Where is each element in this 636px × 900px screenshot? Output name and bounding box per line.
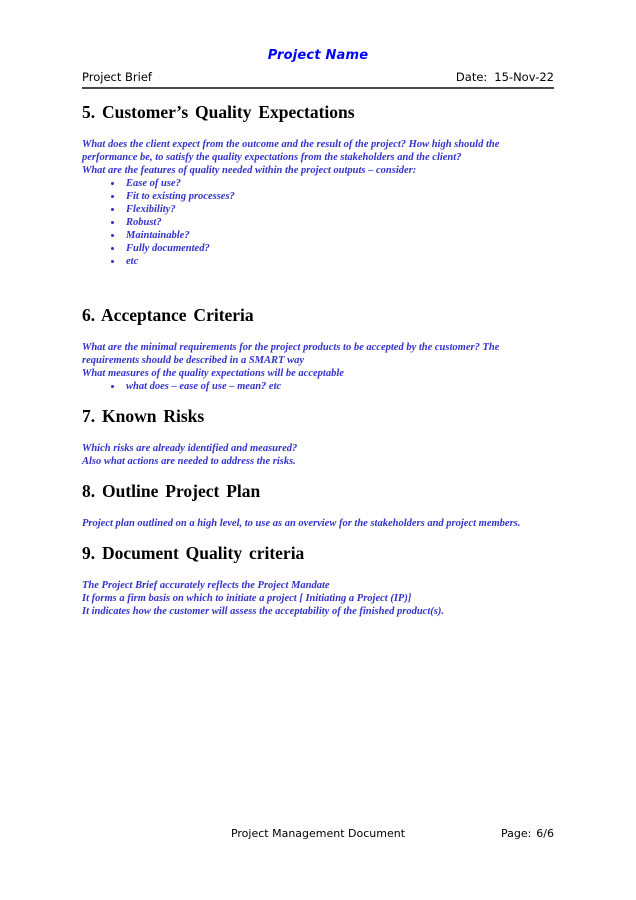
section-guidance <box>82 442 554 468</box>
section-customers-quality-expectations <box>82 102 554 268</box>
date-value: 15-Nov-22 <box>494 70 554 84</box>
section-document-quality-criteria <box>82 543 554 618</box>
page-label: Page: <box>500 827 532 840</box>
guidance-paragraph: What are the minimal requirements for the project products to be accepted by the customer? The requirements should be described in a SMART way <box>82 342 500 366</box>
guidance-paragraph: What are the features of quality needed within the project outputs – consider: <box>82 165 417 176</box>
bullet-item: • Fit to existing processes? <box>123 190 554 203</box>
section-heading: 8. Outline Project Plan <box>82 481 261 501</box>
section-acceptance-criteria <box>82 305 554 393</box>
doc-type-label: Project Brief <box>82 70 152 84</box>
guidance-paragraph: What does the client expect from the outcome and the result of the project? How high should the performance be, to satisfy the quality expectations from the stakeholders and the client? <box>82 139 500 163</box>
section-heading: 9. Document Quality criteria <box>82 543 305 563</box>
section-known-risks <box>82 406 554 468</box>
bullet-item: • Ease of use? <box>123 177 554 190</box>
bullet-item: • what does – ease of use – mean? etc <box>123 380 554 393</box>
bullet-item: • etc <box>123 255 554 268</box>
section-guidance <box>82 138 554 268</box>
section-guidance <box>82 517 554 530</box>
date <box>456 70 554 84</box>
section-heading: 7. Known Risks <box>82 406 205 426</box>
page-value: 6/6 <box>536 827 554 840</box>
section-guidance <box>82 341 554 393</box>
guidance-paragraph: It indicates how the customer will assess the acceptability of the finished product(s). <box>82 606 444 617</box>
guidance-bullet-list <box>82 177 554 268</box>
guidance-bullet-list <box>82 380 554 393</box>
section-guidance <box>82 579 554 618</box>
bullet-item: • Flexibility? <box>123 203 554 216</box>
page-footer <box>82 827 554 840</box>
bullet-item: • Robust? <box>123 216 554 229</box>
guidance-paragraph: Also what actions are needed to address the risks. <box>82 456 296 467</box>
bullet-item: • Maintainable? <box>123 229 554 242</box>
page-number <box>501 827 554 840</box>
section-heading: 6. Acceptance Criteria <box>82 305 254 325</box>
page-header <box>82 70 554 84</box>
guidance-paragraph: Project plan outlined on a high level, to use as an overview for the stakeholders and project members. <box>82 518 521 529</box>
section-heading: 5. Customer’s Quality Expectations <box>82 102 355 122</box>
section-outline-project-plan <box>82 481 554 530</box>
header-rule <box>82 87 554 89</box>
guidance-paragraph: The Project Brief accurately reflects the Project Mandate <box>82 580 330 591</box>
footer-center-text: Project Management Document <box>230 827 406 840</box>
bullet-item: • Fully documented? <box>123 242 554 255</box>
document-title: Project Name <box>267 48 369 63</box>
guidance-paragraph: Which risks are already identified and measured? <box>82 443 298 454</box>
date-label: Date: <box>455 70 488 84</box>
guidance-paragraph: What measures of the quality expectations will be acceptable <box>82 368 344 379</box>
guidance-paragraph: It forms a firm basis on which to initiate a project [ Initiating a Project (IP)] <box>82 593 412 604</box>
